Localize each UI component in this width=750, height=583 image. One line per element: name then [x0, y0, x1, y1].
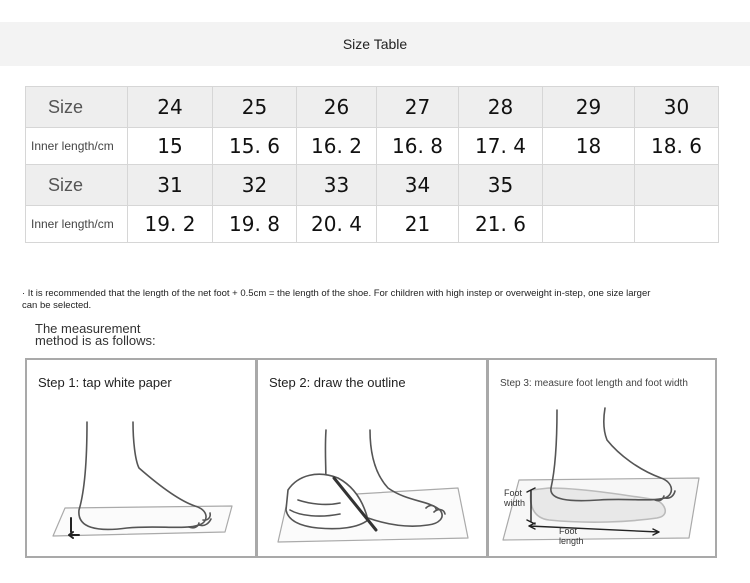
- length-cell: 16. 8: [377, 128, 459, 165]
- size-cell: 35: [459, 165, 543, 206]
- page-title: Size Table: [342, 36, 408, 52]
- size-cell: 24: [128, 87, 213, 128]
- length-cell: 18: [543, 128, 635, 165]
- length-cell: 18. 6: [635, 128, 719, 165]
- size-cell: 30: [635, 87, 719, 128]
- size-cell: 27: [377, 87, 459, 128]
- size-cell: 31: [128, 165, 213, 206]
- length-cell: 17. 4: [459, 128, 543, 165]
- foot-width-label: Foot width: [504, 488, 526, 508]
- length-cell: 19. 2: [128, 206, 213, 243]
- length-cell: [543, 206, 635, 243]
- size-cell: 28: [459, 87, 543, 128]
- length-cell: 20. 4: [297, 206, 377, 243]
- length-cell: 15. 6: [213, 128, 297, 165]
- step-1-panel: [25, 358, 257, 558]
- row-label-size: Size: [26, 165, 128, 206]
- size-cell: 33: [297, 165, 377, 206]
- method-heading-line2: method is as follows:: [35, 333, 156, 348]
- sizing-note: · It is recommended that the length of the net foot + 0.5cm = the length of the shoe. For children with high instep or overweight in-step, one size larger can be selected.: [22, 288, 651, 311]
- step-1-title: Step 1: tap white paper: [38, 375, 172, 390]
- table-row: [26, 128, 719, 165]
- size-cell: 32: [213, 165, 297, 206]
- page-header: [0, 22, 750, 66]
- row-label-inner-length: Inner length/cm: [26, 206, 128, 243]
- length-cell: 19. 8: [213, 206, 297, 243]
- table-row: [26, 206, 719, 243]
- method-heading-line1: The measurement: [35, 321, 141, 336]
- table-row: [26, 87, 719, 128]
- step-2-panel: [256, 358, 488, 558]
- size-cell: [635, 165, 719, 206]
- row-label-size: Size: [26, 87, 128, 128]
- length-cell: [635, 206, 719, 243]
- step-3-panel: [487, 358, 717, 558]
- size-table: [25, 86, 719, 243]
- row-label-inner-length: Inner length/cm: [26, 128, 128, 165]
- foot-measurement-icon: [489, 360, 715, 556]
- length-cell: 16. 2: [297, 128, 377, 165]
- size-cell: [543, 165, 635, 206]
- foot-length-label: Foot length: [559, 526, 584, 546]
- step-2-title: Step 2: draw the outline: [269, 375, 406, 390]
- method-heading: [35, 323, 215, 347]
- table-row: [26, 165, 719, 206]
- length-cell: 21: [377, 206, 459, 243]
- size-cell: 25: [213, 87, 297, 128]
- size-cell: 34: [377, 165, 459, 206]
- size-cell: 26: [297, 87, 377, 128]
- step-3-title: Step 3: measure foot length and foot width: [500, 378, 688, 389]
- length-cell: 15: [128, 128, 213, 165]
- length-cell: 21. 6: [459, 206, 543, 243]
- size-cell: 29: [543, 87, 635, 128]
